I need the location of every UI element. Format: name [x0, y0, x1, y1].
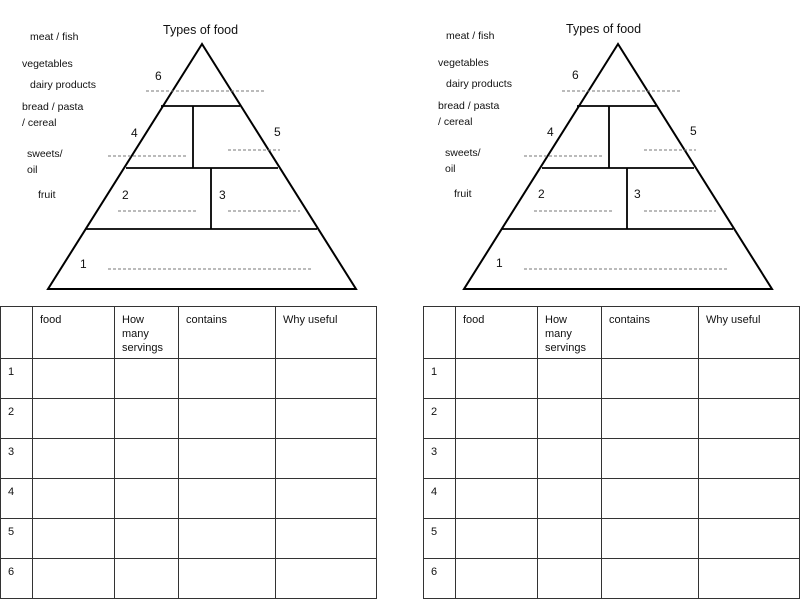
answer-cell[interactable]	[602, 479, 699, 519]
category-label: oil	[27, 164, 38, 176]
answer-cell[interactable]	[699, 519, 800, 559]
table-row	[424, 479, 800, 519]
table-header-cell	[424, 307, 456, 359]
answer-cell[interactable]	[456, 519, 538, 559]
category-label: sweets/	[27, 148, 63, 160]
answer-cell[interactable]	[456, 479, 538, 519]
table-header-cell	[276, 307, 377, 359]
category-label: / cereal	[438, 116, 473, 128]
answer-cell[interactable]	[179, 359, 276, 399]
answer-cell[interactable]	[456, 439, 538, 479]
answer-cell[interactable]	[602, 359, 699, 399]
table-row	[424, 519, 800, 559]
category-label: bread / pasta	[22, 101, 84, 113]
answer-cell[interactable]	[456, 399, 538, 439]
table-header-cell	[699, 307, 800, 359]
header-servings: How many servings	[122, 314, 163, 354]
answer-cell[interactable]	[276, 479, 377, 519]
level-number: 2	[122, 188, 129, 202]
answer-cell[interactable]	[538, 519, 602, 559]
answer-cell[interactable]	[699, 439, 800, 479]
table-row	[1, 399, 377, 439]
table-header-cell	[602, 307, 699, 359]
table-row	[1, 479, 377, 519]
answer-cell[interactable]	[538, 479, 602, 519]
level-number: 1	[496, 256, 503, 270]
category-label: sweets/	[445, 147, 481, 159]
level-number: 5	[274, 125, 281, 139]
answer-cell[interactable]	[699, 399, 800, 439]
answer-cell[interactable]	[456, 559, 538, 599]
answer-cell[interactable]	[179, 479, 276, 519]
answer-cell[interactable]	[538, 359, 602, 399]
level-number: 6	[572, 68, 579, 82]
answer-cell[interactable]	[115, 519, 179, 559]
category-label: meat / fish	[446, 30, 495, 42]
answer-cell[interactable]	[33, 439, 115, 479]
header-food: food	[463, 314, 485, 326]
answer-cell[interactable]	[179, 519, 276, 559]
row-number-cell: 6	[424, 559, 456, 599]
table-header-cell	[115, 307, 179, 359]
header-contains: contains	[186, 314, 227, 326]
answer-cell[interactable]	[179, 439, 276, 479]
category-label: / cereal	[22, 117, 57, 129]
row-number-cell: 5	[424, 519, 456, 559]
table-header-row	[1, 307, 377, 359]
answer-cell[interactable]	[456, 359, 538, 399]
answer-cell[interactable]	[33, 399, 115, 439]
food-pyramid	[0, 0, 400, 300]
row-number-cell: 4	[1, 479, 33, 519]
table-row	[1, 559, 377, 599]
row-number-cell: 2	[1, 399, 33, 439]
answer-cell[interactable]	[538, 559, 602, 599]
answer-cell[interactable]	[276, 559, 377, 599]
table-row	[1, 439, 377, 479]
answer-cell[interactable]	[276, 359, 377, 399]
answer-cell[interactable]	[538, 439, 602, 479]
answer-cell[interactable]	[115, 399, 179, 439]
answer-cell[interactable]	[33, 359, 115, 399]
level-number: 6	[155, 69, 162, 83]
level-number: 3	[634, 187, 641, 201]
table-row	[424, 559, 800, 599]
pyramid-title: Types of food	[163, 23, 239, 37]
row-number-cell: 5	[1, 519, 33, 559]
header-why-useful: Why useful	[283, 314, 338, 326]
table-header-cell	[1, 307, 33, 359]
answer-cell[interactable]	[33, 559, 115, 599]
category-label: vegetables	[22, 58, 73, 70]
row-number-cell: 1	[1, 359, 33, 399]
answer-cell[interactable]	[602, 519, 699, 559]
table-row	[1, 359, 377, 399]
level-number: 4	[131, 126, 138, 140]
answer-cell[interactable]	[179, 399, 276, 439]
table-header-cell	[538, 307, 602, 359]
food-table	[423, 306, 800, 599]
category-label: fruit	[454, 188, 472, 200]
row-number-cell: 3	[424, 439, 456, 479]
row-number-cell: 2	[424, 399, 456, 439]
table-row	[424, 359, 800, 399]
answer-cell[interactable]	[115, 439, 179, 479]
pyramid-title: Types of food	[566, 22, 642, 36]
category-label: bread / pasta	[438, 100, 500, 112]
answer-cell[interactable]	[602, 439, 699, 479]
answer-cell[interactable]	[33, 479, 115, 519]
header-servings: How many servings	[545, 314, 586, 354]
answer-cell[interactable]	[115, 359, 179, 399]
answer-cell[interactable]	[276, 439, 377, 479]
table-header-row	[424, 307, 800, 359]
table-row	[424, 399, 800, 439]
row-number-cell: 4	[424, 479, 456, 519]
row-number-cell: 3	[1, 439, 33, 479]
table-header-cell	[33, 307, 115, 359]
table-header-cell	[179, 307, 276, 359]
answer-cell[interactable]	[276, 399, 377, 439]
answer-cell[interactable]	[115, 559, 179, 599]
category-label: fruit	[38, 189, 56, 201]
level-number: 3	[219, 188, 226, 202]
answer-cell[interactable]	[538, 399, 602, 439]
answer-cell[interactable]	[115, 479, 179, 519]
category-label: dairy products	[446, 78, 512, 90]
category-label: dairy products	[30, 79, 96, 91]
row-number-cell: 1	[424, 359, 456, 399]
level-number: 1	[80, 257, 87, 271]
answer-cell[interactable]	[602, 559, 699, 599]
header-food: food	[40, 314, 62, 326]
food-table	[0, 306, 377, 599]
table-header-cell	[456, 307, 538, 359]
food-pyramid	[416, 0, 800, 300]
level-number: 5	[690, 124, 697, 138]
answer-cell[interactable]	[699, 559, 800, 599]
table-row	[424, 439, 800, 479]
answer-cell[interactable]	[699, 479, 800, 519]
answer-cell[interactable]	[602, 399, 699, 439]
category-label: vegetables	[438, 57, 489, 69]
answer-cell[interactable]	[179, 559, 276, 599]
category-label: oil	[445, 163, 456, 175]
row-number-cell: 6	[1, 559, 33, 599]
answer-cell[interactable]	[699, 359, 800, 399]
worksheet-panel-right	[416, 0, 800, 600]
header-contains: contains	[609, 314, 650, 326]
category-label: meat / fish	[30, 31, 79, 43]
table-row	[1, 519, 377, 559]
header-why-useful: Why useful	[706, 314, 761, 326]
answer-cell[interactable]	[276, 519, 377, 559]
answer-cell[interactable]	[33, 519, 115, 559]
level-number: 2	[538, 187, 545, 201]
level-number: 4	[547, 125, 554, 139]
